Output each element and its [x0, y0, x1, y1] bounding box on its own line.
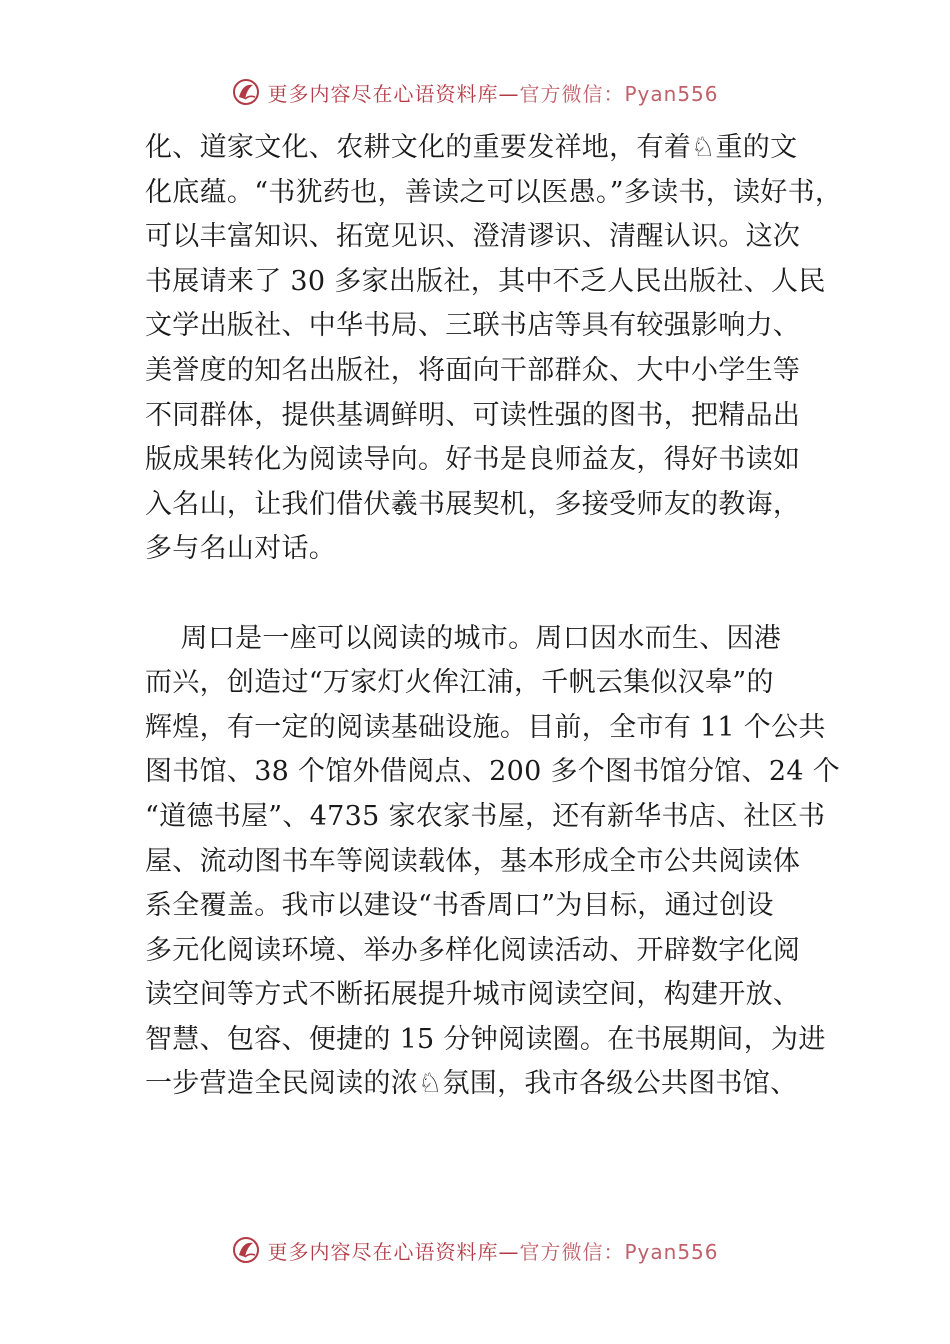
- text-line: 化、道家文化、农耕文化的重要发祥地，有着♘重的文: [145, 132, 798, 163]
- text-line: 辉煌，有一定的阅读基础设施。目前，全市有 11 个公共: [145, 711, 826, 743]
- text-line: “道德书屋”、4735 家农家书屋，还有新华书店、社区书: [145, 800, 826, 832]
- flower-logo-icon: [231, 1235, 261, 1265]
- text-line: 可以丰富知识、拓宽见识、澄清谬识、清醒认识。这次: [145, 221, 801, 253]
- paragraph-1: [145, 126, 843, 572]
- text-line: 文学出版社、中华书局、三联书店等具有较强影响力、: [145, 310, 801, 342]
- banner-text: [267, 78, 718, 107]
- footer-banner: [0, 1230, 950, 1270]
- wechat-label: 官方微信：: [519, 1239, 625, 1264]
- document-body: [145, 126, 843, 1107]
- text-line: 不同群体，提供基调鲜明、可读性强的图书，把精品出: [145, 399, 801, 431]
- text-line: 书展请来了 30 多家出版社，其中不乏人民出版社、人民: [145, 265, 826, 297]
- text-line: 周口是一座可以阅读的城市。周口因水而生、因港: [145, 622, 782, 654]
- text-line: 多与名山对话。: [145, 533, 337, 565]
- text-line: 读空间等方式不断拓展提升城市阅读空间，构建开放、: [145, 979, 801, 1011]
- paragraph-2: [145, 617, 840, 1108]
- text-line: 系全覆盖。我市以建设“书香周口”为目标，通过创设: [145, 890, 774, 922]
- flower-logo-icon: [231, 77, 261, 107]
- text-line: 化底蕴。“书犹药也，善读之可以医愚。”多读书，读好书，: [145, 176, 843, 208]
- wechat-label: 官方微信：: [519, 81, 625, 106]
- text-line: 智慧、包容、便捷的 15 分钟阅读圈。在书展期间，为进: [145, 1023, 826, 1055]
- brand-name: 更多内容尽在心语资料库: [267, 81, 499, 106]
- wechat-id: Pyan556: [624, 81, 719, 106]
- text-line: 屋、流动图书车等阅读载体，基本形成全市公共阅读体: [145, 845, 801, 877]
- text-line: 图书馆、38 个馆外借阅点、200 多个图书馆分馆、24 个: [145, 756, 840, 788]
- brand-name: 更多内容尽在心语资料库: [267, 1239, 499, 1264]
- banner-dash: —: [498, 1239, 520, 1264]
- paragraph-gap: [145, 572, 815, 617]
- text-line: 一步营造全民阅读的浓♘氛围，我市各级公共图书馆、: [145, 1068, 798, 1100]
- banner-text: [267, 1236, 718, 1265]
- wechat-id: Pyan556: [624, 1239, 719, 1264]
- text-line: 美誉度的知名出版社，将面向干部群众、大中小学生等: [145, 354, 801, 386]
- text-line: 版成果转化为阅读导向。好书是良师益友，得好书读如: [145, 444, 801, 476]
- text-line: 多元化阅读环境、举办多样化阅读活动、开辟数字化阅: [145, 934, 801, 966]
- text-line: 而兴，创造过“万家灯火侔江浦，千帆云集似汉皋”的: [145, 667, 774, 699]
- text-line: 入名山，让我们借伏羲书展契机，多接受师友的教诲，: [145, 488, 801, 520]
- banner-dash: —: [498, 81, 520, 106]
- header-banner: [0, 72, 950, 112]
